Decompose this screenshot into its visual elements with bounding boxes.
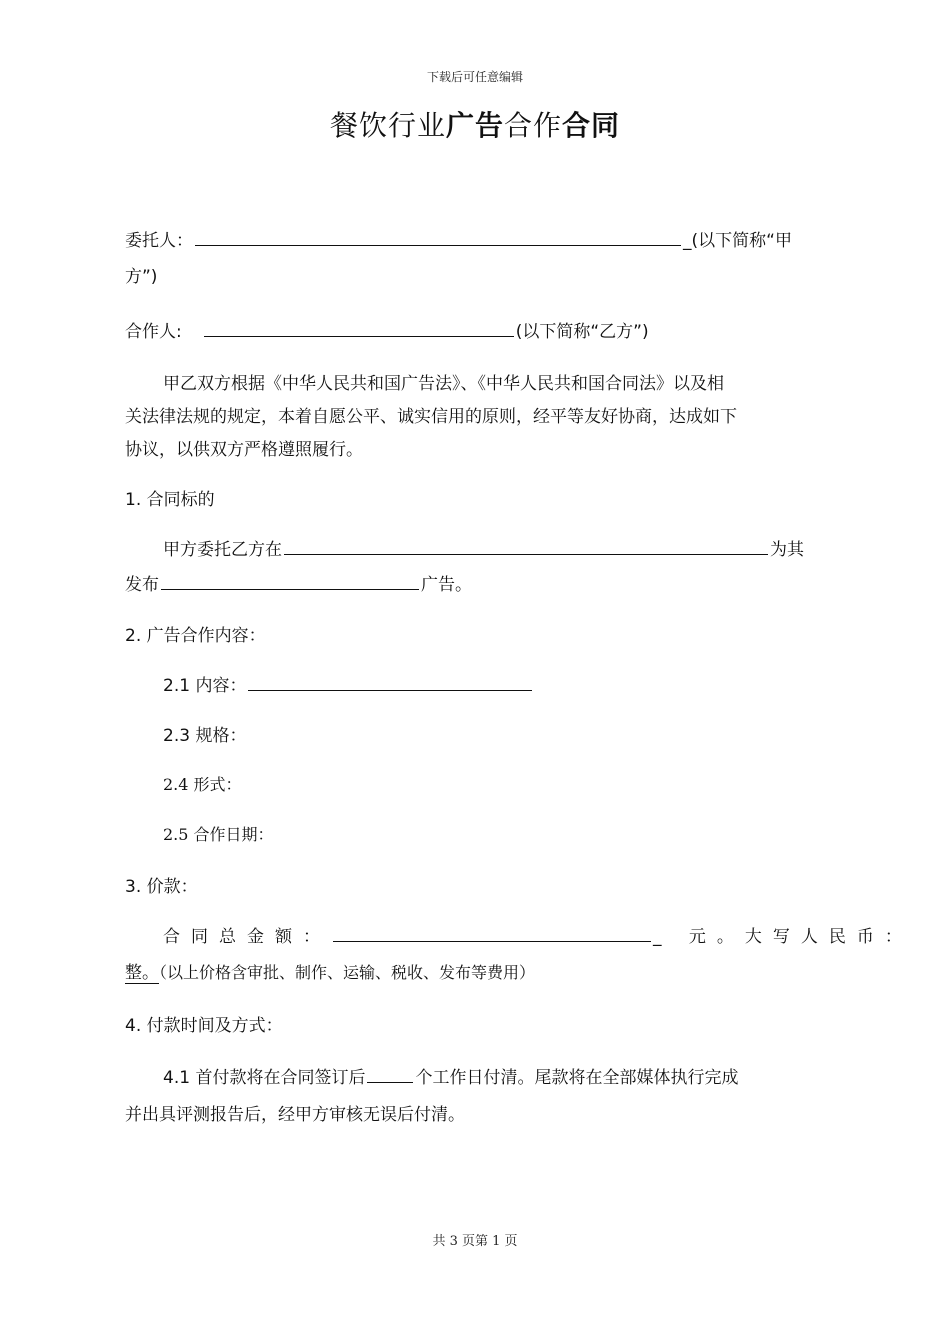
section2-item3: 2.3 规格： bbox=[163, 726, 247, 746]
section3-capital-line bbox=[125, 958, 535, 983]
section2-item1-blank bbox=[248, 689, 532, 691]
party-a-blank bbox=[195, 244, 681, 246]
document-title bbox=[0, 104, 950, 144]
section4-heading: 4. 付款时间及方式： bbox=[125, 1016, 283, 1036]
party-a-continuation: 方”) bbox=[125, 267, 158, 287]
party-b-blank bbox=[204, 335, 514, 337]
section3-capital-suffix: 整。 bbox=[125, 963, 159, 983]
page-footer: 共 3 页第 1 页 bbox=[432, 1234, 518, 1249]
section1-line2-suffix: 广告。 bbox=[421, 575, 472, 595]
party-a-line bbox=[125, 226, 792, 251]
section3-heading: 3. 价款： bbox=[125, 877, 198, 897]
section1-line2-prefix: 发布 bbox=[125, 575, 159, 595]
section1-line1 bbox=[163, 535, 804, 560]
section2-item1-label: 2.1 内容： bbox=[163, 676, 247, 696]
preamble-line-3: 协议，以供双方严格遵照履行。 bbox=[125, 440, 363, 460]
title-part3: 合作 bbox=[504, 109, 563, 142]
preamble-line-2: 关法律法规的规定，本着自愿公平、诚实信用的原则，经平等友好协商，达成如下 bbox=[125, 407, 737, 427]
party-a-label: 委托人： bbox=[125, 231, 193, 251]
section2-item5: 2.5 合作日期： bbox=[163, 825, 274, 844]
header-note: 下载后可任意编辑 bbox=[426, 70, 523, 84]
section3-amount-blank bbox=[333, 940, 651, 942]
party-b-label: 合作人: bbox=[125, 322, 182, 342]
section4-item1 bbox=[163, 1063, 738, 1088]
section1-content-blank bbox=[161, 588, 419, 590]
title-part2: 广告 bbox=[445, 109, 504, 142]
title-part1: 餐饮行业 bbox=[329, 109, 446, 142]
section2-heading-b: 合作内容： bbox=[180, 626, 266, 646]
section4-item1-suffix: 个工作日付清。尾款将在全部媒体执行完成 bbox=[415, 1068, 739, 1088]
section2-item4: 2.4 形式： bbox=[163, 775, 242, 794]
section3-note: （以上价格含审批、制作、运输、税收、发布等费用） bbox=[159, 963, 536, 982]
section4-item1-line2: 并出具评测报告后，经甲方审核无误后付清。 bbox=[125, 1105, 465, 1125]
section2-item1 bbox=[163, 671, 534, 696]
section2-heading bbox=[125, 621, 266, 646]
title-part4: 合同 bbox=[562, 109, 621, 142]
party-b-suffix: (以下简称“乙方”) bbox=[515, 322, 649, 342]
party-a-suffix: _(以下简称“甲 bbox=[683, 231, 792, 251]
section1-line1-prefix: 甲方委托乙方在 bbox=[163, 540, 282, 560]
section4-item1-prefix: 4.1 首付款将在合同签订后 bbox=[163, 1068, 366, 1088]
section1-line1-suffix: 为其 bbox=[770, 540, 804, 560]
section1-line2 bbox=[125, 570, 472, 595]
section1-heading: 1. 合同标的 bbox=[125, 490, 215, 510]
section3-amount-prefix: 合同总金额： bbox=[163, 927, 331, 947]
section3-amount-line bbox=[163, 922, 913, 947]
section2-heading-a: 2. 广告 bbox=[125, 626, 181, 646]
section3-amount-suffix: _ 元。大写人民币： bbox=[653, 927, 913, 947]
section1-location-blank bbox=[284, 553, 768, 555]
section4-days-blank bbox=[367, 1081, 413, 1083]
party-b-line bbox=[125, 317, 649, 342]
preamble-line-1: 甲乙双方根据《中华人民共和国广告法》、《中华人民共和国合同法》以及相 bbox=[163, 374, 724, 394]
